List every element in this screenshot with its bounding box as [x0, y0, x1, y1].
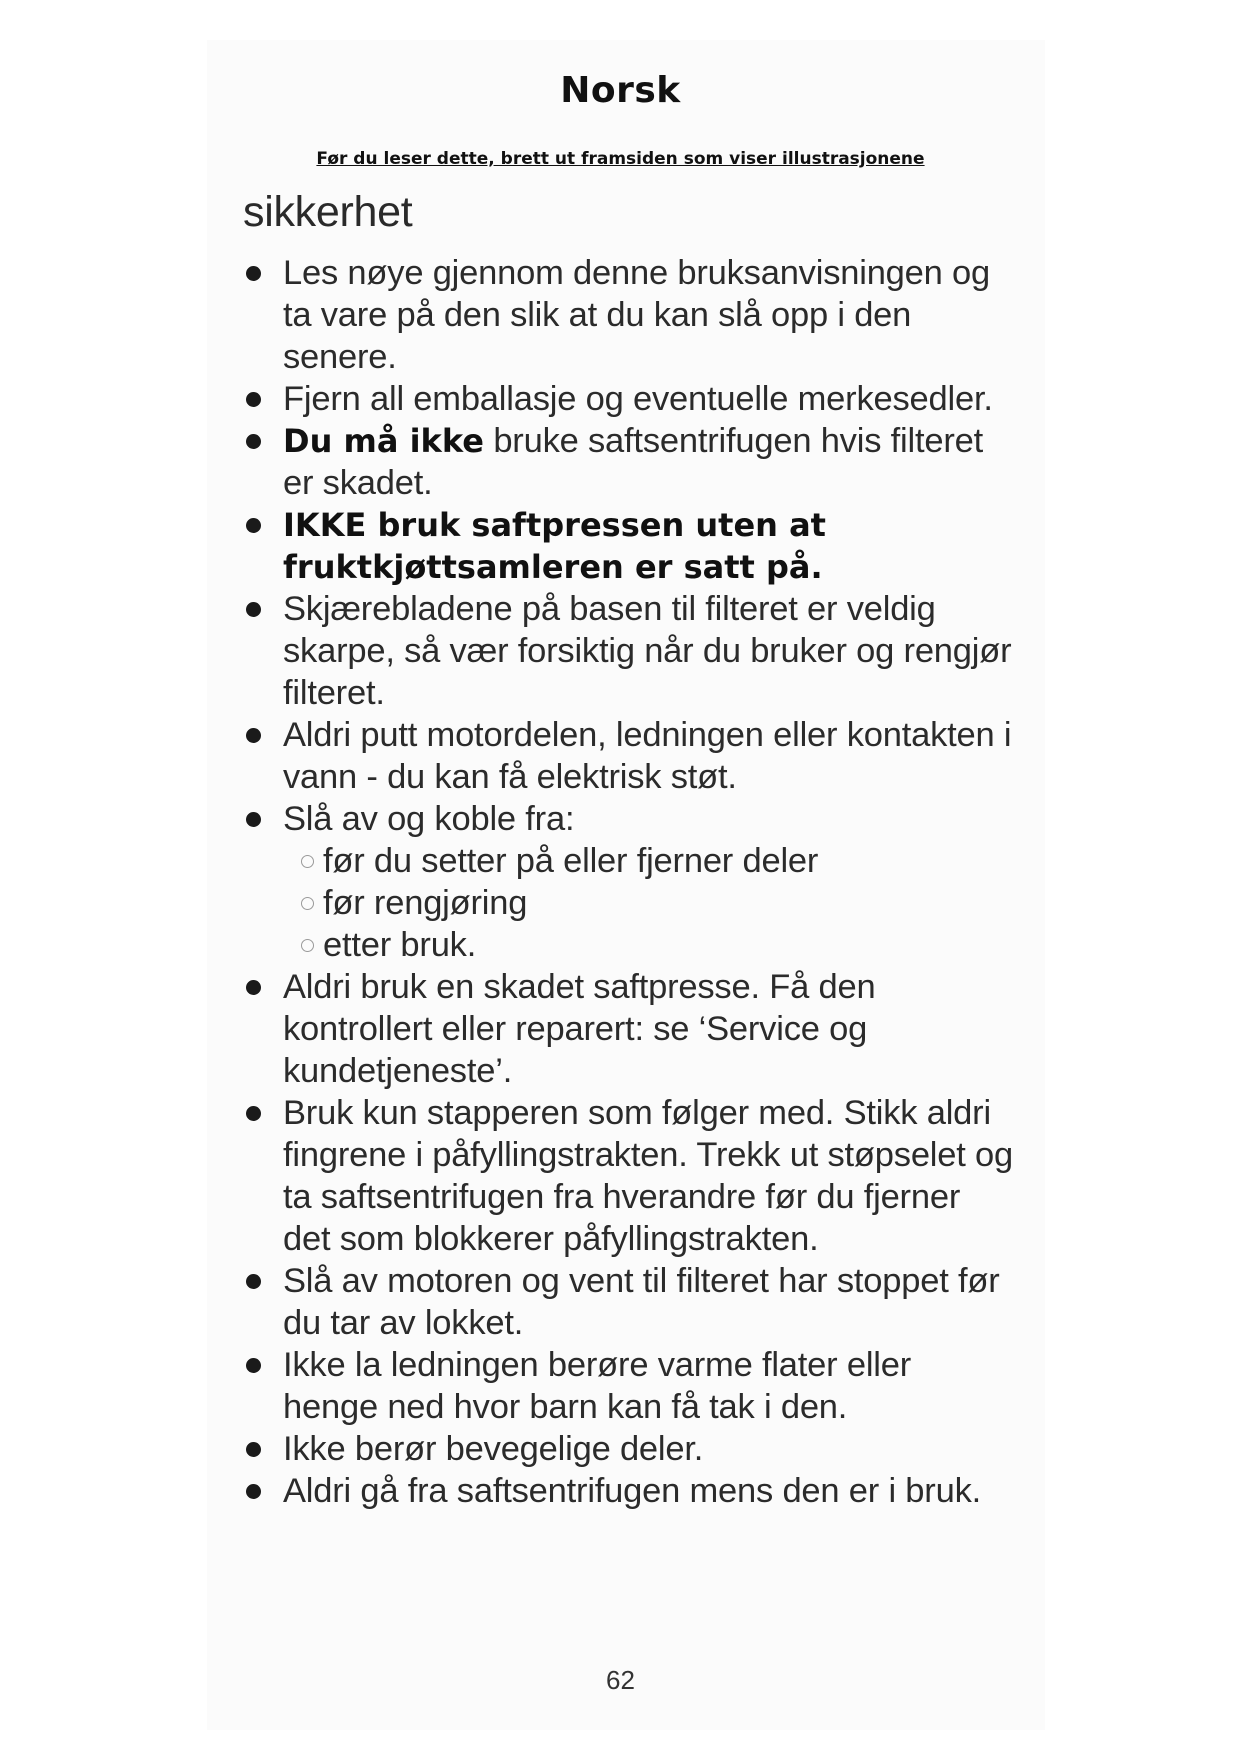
list-item	[243, 798, 1013, 966]
bullet-icon	[246, 434, 261, 449]
list-item-text: Skjærebladene på basen til filteret er veldig skarpe, så vær forsiktig når du bruker og rengjør filteret.	[283, 590, 1012, 712]
sub-list-item-text: etter bruk.	[323, 926, 477, 964]
list-item	[243, 714, 1013, 798]
bullet-icon	[246, 1274, 261, 1289]
list-item	[243, 966, 1013, 1092]
list-item	[243, 1344, 1013, 1428]
list-item-text: Bruk kun stapperen som følger med. Stikk aldri fingrene i påfyllingstrakten. Trekk ut støpselet og ta saftsentrifugen fra hverandre før du fjerner det som blokkerer påfyllingstrakten.	[283, 1094, 1014, 1258]
list-item-text: Aldri putt motordelen, ledningen eller kontakten i vann - du kan få elektrisk støt.	[283, 716, 1012, 796]
open-circle-icon	[301, 897, 314, 910]
list-item	[243, 252, 1013, 378]
sub-list-item-text: før rengjøring	[323, 884, 528, 922]
list-item-text: Slå av og koble fra:	[283, 800, 575, 838]
sub-list-item	[299, 840, 1013, 882]
bullet-icon	[246, 1358, 261, 1373]
page-number: 62	[606, 1665, 635, 1695]
open-circle-icon	[301, 855, 314, 868]
list-item	[243, 1092, 1013, 1260]
sub-list-item-text: før du setter på eller fjerner deler	[323, 842, 819, 880]
list-item	[243, 504, 1013, 588]
list-item	[243, 1428, 1013, 1470]
list-item	[243, 588, 1013, 714]
bullet-icon	[246, 602, 261, 617]
fold-out-instruction: Før du leser dette, brett ut framsiden som viser illustrasjonene	[316, 149, 925, 169]
open-circle-icon	[301, 939, 314, 952]
safety-list	[243, 252, 1013, 1512]
list-item-text: Aldri bruk en skadet saftpresse. Få den kontrollert eller reparert: se ‘Service og kundetjeneste’.	[283, 968, 876, 1090]
list-item-text: Ikke la ledningen berøre varme flater eller henge ned hvor barn kan få tak i den.	[283, 1346, 912, 1426]
page-title: Norsk	[560, 70, 681, 111]
list-item	[243, 420, 1013, 504]
list-item-text: Ikke berør bevegelige deler.	[283, 1430, 704, 1468]
sub-list	[283, 840, 1013, 966]
list-item-text: Aldri gå fra saftsentrifugen mens den er i bruk.	[283, 1472, 982, 1510]
bullet-icon	[246, 266, 261, 281]
sub-list-item	[299, 924, 1013, 966]
bullet-icon	[246, 1442, 261, 1457]
list-item-text: Slå av motoren og vent til filteret har stoppet før du tar av lokket.	[283, 1262, 1000, 1342]
bullet-icon	[246, 1484, 261, 1499]
list-item-emphasis: Du må ikke	[283, 422, 484, 460]
list-item-text: Fjern all emballasje og eventuelle merkesedler.	[283, 380, 993, 418]
list-item	[243, 1470, 1013, 1512]
bullet-icon	[246, 518, 261, 533]
list-item	[243, 1260, 1013, 1344]
list-item-text: Les nøye gjennom denne bruksanvisningen og ta vare på den slik at du kan slå opp i den senere.	[283, 254, 991, 376]
bullet-icon	[246, 392, 261, 407]
list-item	[243, 378, 1013, 420]
bullet-icon	[246, 1106, 261, 1121]
list-item-emphasis: IKKE bruk saftpressen uten at fruktkjøttsamleren er satt på.	[283, 506, 826, 586]
bullet-icon	[246, 980, 261, 995]
section-heading: sikkerhet	[243, 188, 413, 236]
list-item-text: bruke saftsentrifugen hvis filteret er skadet.	[283, 422, 983, 502]
sub-list-item	[299, 882, 1013, 924]
bullet-icon	[246, 812, 261, 827]
bullet-icon	[246, 728, 261, 743]
